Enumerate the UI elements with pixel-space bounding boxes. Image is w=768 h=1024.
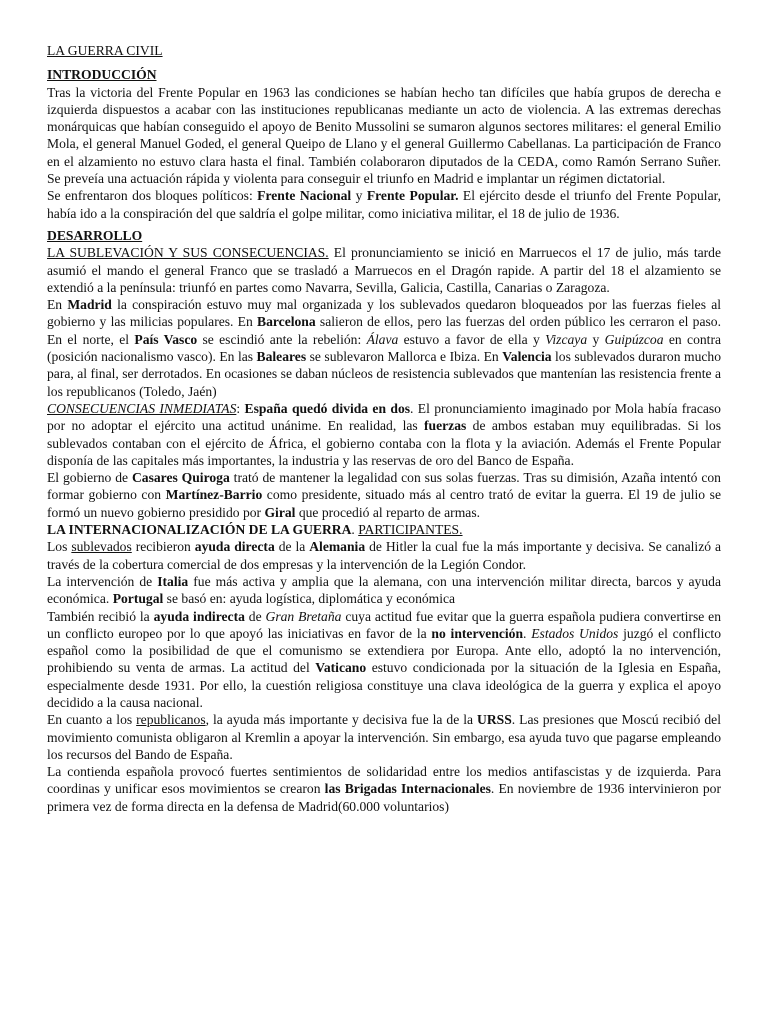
italia-paragraph: La intervención de Italia fue más activa y amplia que la alemana, con una intervención militar directa, barcos y ayuda económica. Portugal se basó en: ayuda logística, diplomática y económica (47, 573, 721, 607)
frente-popular: Frente Popular. (366, 188, 459, 204)
consecuencias-paragraph: CONSECUENCIAS INMEDIATAS: España quedó divida en dos. El pronunciamiento imaginado por Mola había fracaso por no adoptar el ejército una actitud unánime. En realidad, las fuerzas de ambos estaban muy equilibradas. Si los sublevados contaban con el ejército de África, el gobierno contaba con la flota y la aviación. Además el Frente Popular disponía de las capitales más importantes, la industria y las reservas de oro del Banco de España. (47, 400, 722, 468)
madrid-paragraph: En Madrid la conspiración estuvo muy mal organizada y los sublevados quedaron bloqueados por las fuerzas fieles al gobierno y las milicias populares. En Barcelona salieron de ellos, pero las fuerzas del orden público les cerraron el paso. En el norte, el País Vasco se escindió ante la rebelión: Álava estuvo a favor de ella y Vizcaya y Guipúzcoa en contra (posición nacionalismo vasco). En las Baleares se sublevaron Mallorca e Ibiza. En Valencia los sublevados duraron mucho para, al final, ser derrotados. En ocasiones se daban núcleos de resistencia sublevados que mantenían las resistencia frente a los republicanos (Toledo, Jaén) (47, 297, 722, 399)
bretana-paragraph: También recibió la ayuda indirecta de Gran Bretaña cuya actitud fue evitar que la guerra española pudiera convertirse en un conflicto europeo por lo que apoyó las iniciativas en favor de la no intervención. Estados Unidos juzgó el conflicto español como la posibilidad de que el comunismo se extendiera por Europa. Ante ello, adoptó la no intervención, prohibiendo su venta de armas. La actitud del Vaticano estuvo condicionada por la situación de la Iglesia en España, especialmente desde 1931. Por ello, la cuestión religiosa constituye una clava ideológica de la guerra y explica el apoyo decidido a la causa nacional. (47, 608, 722, 710)
intro-heading: INTRODUCCIÓN (47, 67, 157, 83)
intro-paragraph-2: Se enfrentaron dos bloques políticos: Frente Nacional y Frente Popular. El ejército desde el triunfo del Frente Popular, había ido a la conspiración del que saldría el golpe militar, como iniciativa militar, el 18 de julio de 1936. (47, 188, 721, 221)
desarrollo-heading: DESARROLLO (47, 227, 143, 243)
sublevados-paragraph: Los sublevados recibieron ayuda directa de la Alemania de Hitler la cual fue la más importante y decisiva. Se canalizó a través de la cobertura comercial de dos empresas y la intervención de la Legión Condor. (47, 539, 721, 572)
sublevacion-subtitle: LA SUBLEVACIÓN Y SUS CONSECUENCIAS. (47, 245, 329, 261)
document-page (47, 42, 721, 815)
intro-paragraph-1: Tras la victoria del Frente Popular en 1963 las condiciones se habían hecho tan difíciles que había grupos de derecha e izquierda dispuestos a acabar con las instituciones republicanas mediante un acto de violencia. A las extremas derechas monárquicas que habían conseguido el apoyo de Benito Mussolini se sumaron algunos sectores militares: el general Emilio Mola, el general Manuel Goded, el general Queipo de Llano y el general Guillermo Cabellanas. La participación de Franco en el alzamiento no estuvo clara hasta el final. También colaboraron diputados de la CEDA, como Ramón Serrano Suñer. Se preveía una actuación rápida y violenta para conseguir el triunfo en Madrid e implantar un régimen dictatorial. (47, 84, 721, 187)
frente-nacional: Frente Nacional (257, 188, 352, 204)
contienda-paragraph: La contienda española provocó fuertes sentimientos de solidaridad entre los medios antifascistas y de izquierda. Para coordinas y unificar esos movimientos se crearon las Brigadas Internacionales. En noviembre de 1936 intervinieron por primera vez de forma directa en la defensa de Madrid(60.000 voluntarios) (47, 764, 721, 814)
republicanos-paragraph: En cuanto a los republicanos, la ayuda más importante y decisiva fue la de la URSS. Las presiones que Moscú recibió del movimiento comunista obligaron al Kremlin a apoyar la intervención. Sin embargo, esa ayuda tuvo que pagarse empleando los recursos del Bando de España. (47, 712, 721, 762)
internacionalizacion-heading: LA INTERNACIONALIZACIÓN DE LA GUERRA. PARTICIPANTES. (47, 522, 463, 538)
participantes-subtitle: PARTICIPANTES. (358, 522, 463, 538)
consecuencias-label: CONSECUENCIAS INMEDIATAS (47, 400, 237, 416)
gobierno-paragraph: El gobierno de Casares Quiroga trató de mantener la legalidad con sus solas fuerzas. Tras su dimisión, Azaña intentó con formar gobierno con Martínez-Barrio como presidente, situado más al centro trató de evitar la guerra. El 19 de julio se formó un nuevo gobierno presidido por Giral que procedió al reparto de armas. (47, 470, 721, 520)
sublevacion-paragraph: LA SUBLEVACIÓN Y SUS CONSECUENCIAS. El pronunciamiento se inició en Marruecos el 17 de julio, más tarde asumió el mando el general Franco que se trasladó a Marruecos en el Dragón rapide. A partir del 18 el alzamiento se extendió a la península: triunfó en partes como Navarra, Sevilla, Galicia, Castilla, Canarias o Zaragoza. (47, 245, 721, 295)
document-title: LA GUERRA CIVIL (47, 43, 163, 58)
